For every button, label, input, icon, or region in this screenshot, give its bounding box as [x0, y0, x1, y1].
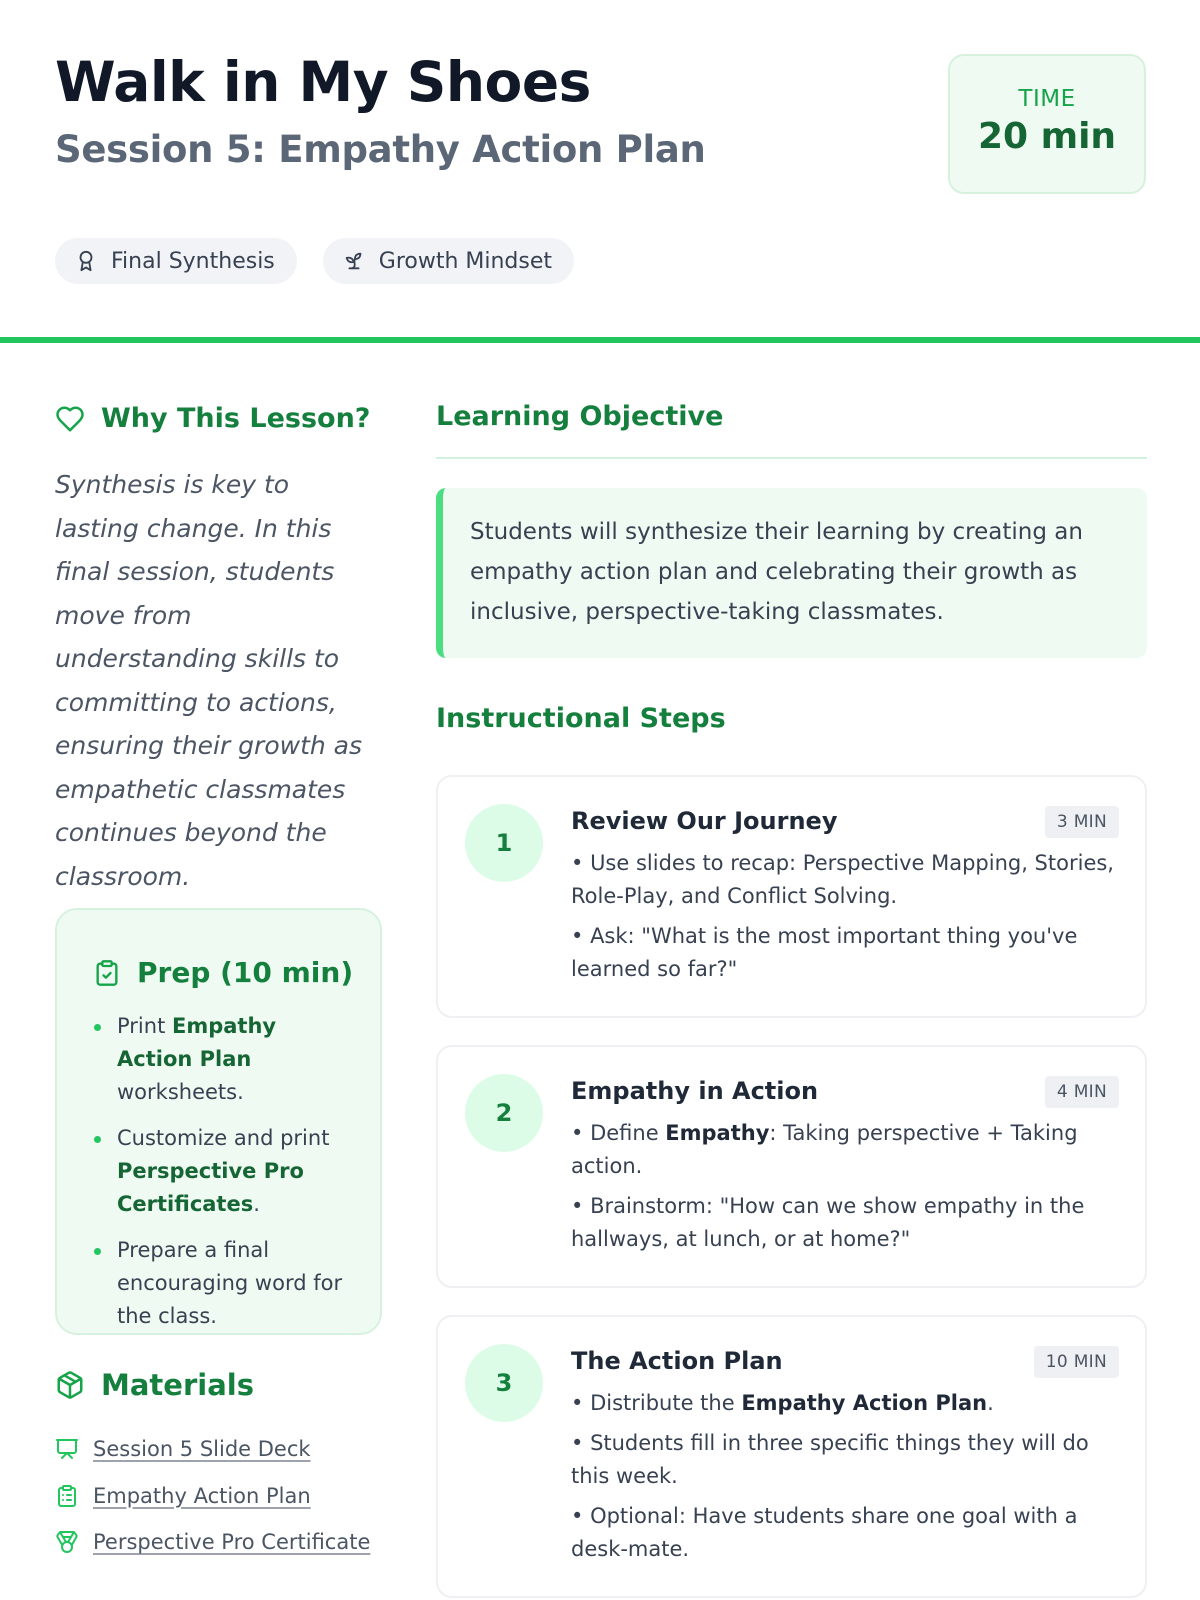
page-title: Walk in My Shoes [55, 50, 591, 114]
why-paragraph: Synthesis is key to lasting change. In this final session, students move from understanding skills to committing to actions, ensuring their growth as empathetic classmates continues beyond the classroom. [55, 470, 363, 891]
prep-item: Print Empathy Action Plan worksheets. [93, 1010, 353, 1109]
header-divider [0, 337, 1200, 343]
step-bullet: • Define Empathy: Taking perspective + Taking action. [571, 1117, 1121, 1183]
step-bullets [571, 1387, 1121, 1573]
step-number: 2 [465, 1074, 543, 1152]
objective-heading: Learning Objective [436, 401, 724, 432]
step-bullet: • Ask: "What is the most important thing you've learned so far?" [571, 920, 1121, 986]
step-bullet: • Students fill in three specific things they will do this week. [571, 1427, 1121, 1493]
duration-badge: 4 MIN [1045, 1076, 1119, 1108]
clipboard-check-icon [93, 958, 121, 988]
tag-list [55, 238, 574, 284]
material-item [55, 1519, 370, 1566]
prep-heading-text: Prep (10 min) [137, 956, 354, 989]
objective-divider [436, 457, 1147, 459]
prep-item: Prepare a final encouraging word for the class. [93, 1234, 353, 1333]
tag-growth-mindset [323, 238, 574, 284]
tag-label: Final Synthesis [111, 248, 275, 274]
tag-label: Growth Mindset [378, 248, 553, 274]
tag-final-synthesis [55, 238, 297, 284]
time-badge [948, 54, 1146, 194]
heart-icon [55, 404, 85, 434]
time-value: 20 min [977, 116, 1117, 157]
materials-heading-text: Materials [101, 1368, 254, 1402]
material-item [55, 1426, 370, 1473]
prep-heading [93, 956, 353, 989]
step-bullet: • Distribute the Empathy Action Plan. [571, 1387, 1121, 1420]
step-title: Review Our Journey [571, 807, 838, 835]
material-link-certificate[interactable]: Perspective Pro Certificate [93, 1530, 371, 1555]
materials-heading [55, 1368, 254, 1402]
step-bullet: • Brainstorm: "How can we show empathy in the hallways, at lunch, or at home?" [571, 1190, 1121, 1256]
award-icon [75, 250, 97, 272]
duration-badge: 3 MIN [1045, 806, 1119, 838]
objective-box [436, 488, 1147, 658]
step-title: Empathy in Action [571, 1077, 819, 1105]
sprout-icon [343, 250, 365, 272]
materials-list [55, 1426, 370, 1566]
clipboard-list-icon [55, 1484, 79, 1508]
material-item [55, 1473, 370, 1520]
step-bullets [571, 1117, 1121, 1263]
material-link-action-plan[interactable]: Empathy Action Plan [93, 1483, 311, 1508]
step-bullets [571, 847, 1121, 993]
step-title: The Action Plan [571, 1347, 783, 1375]
steps-heading: Instructional Steps [436, 703, 726, 734]
step-card-1 [436, 775, 1147, 1018]
step-number: 1 [465, 804, 543, 882]
session-subtitle: Session 5: Empathy Action Plan [55, 128, 706, 171]
prep-item: Customize and print Perspective Pro Certificates. [93, 1122, 353, 1221]
why-heading [55, 403, 370, 434]
step-card-2 [436, 1045, 1147, 1288]
medal-icon [55, 1530, 79, 1554]
step-number: 3 [465, 1344, 543, 1422]
prep-panel [55, 908, 382, 1335]
duration-badge: 10 MIN [1034, 1346, 1119, 1378]
lesson-header [0, 0, 1200, 337]
step-bullet: • Use slides to recap: Perspective Mapping, Stories, Role-Play, and Conflict Solving. [571, 847, 1121, 913]
time-label: TIME [1018, 86, 1076, 112]
package-icon [55, 1370, 85, 1400]
step-card-3 [436, 1315, 1147, 1598]
prep-list [93, 1010, 353, 1346]
why-heading-text: Why This Lesson? [101, 403, 371, 434]
material-link-slide-deck[interactable]: Session 5 Slide Deck [93, 1437, 311, 1462]
step-bullet: • Optional: Have students share one goal with a desk-mate. [571, 1500, 1121, 1566]
objective-text: Students will synthesize their learning by creating an empathy action plan and celebrating their growth as inclusive, perspective-taking classmates. [470, 519, 1083, 625]
presentation-icon [55, 1437, 79, 1461]
